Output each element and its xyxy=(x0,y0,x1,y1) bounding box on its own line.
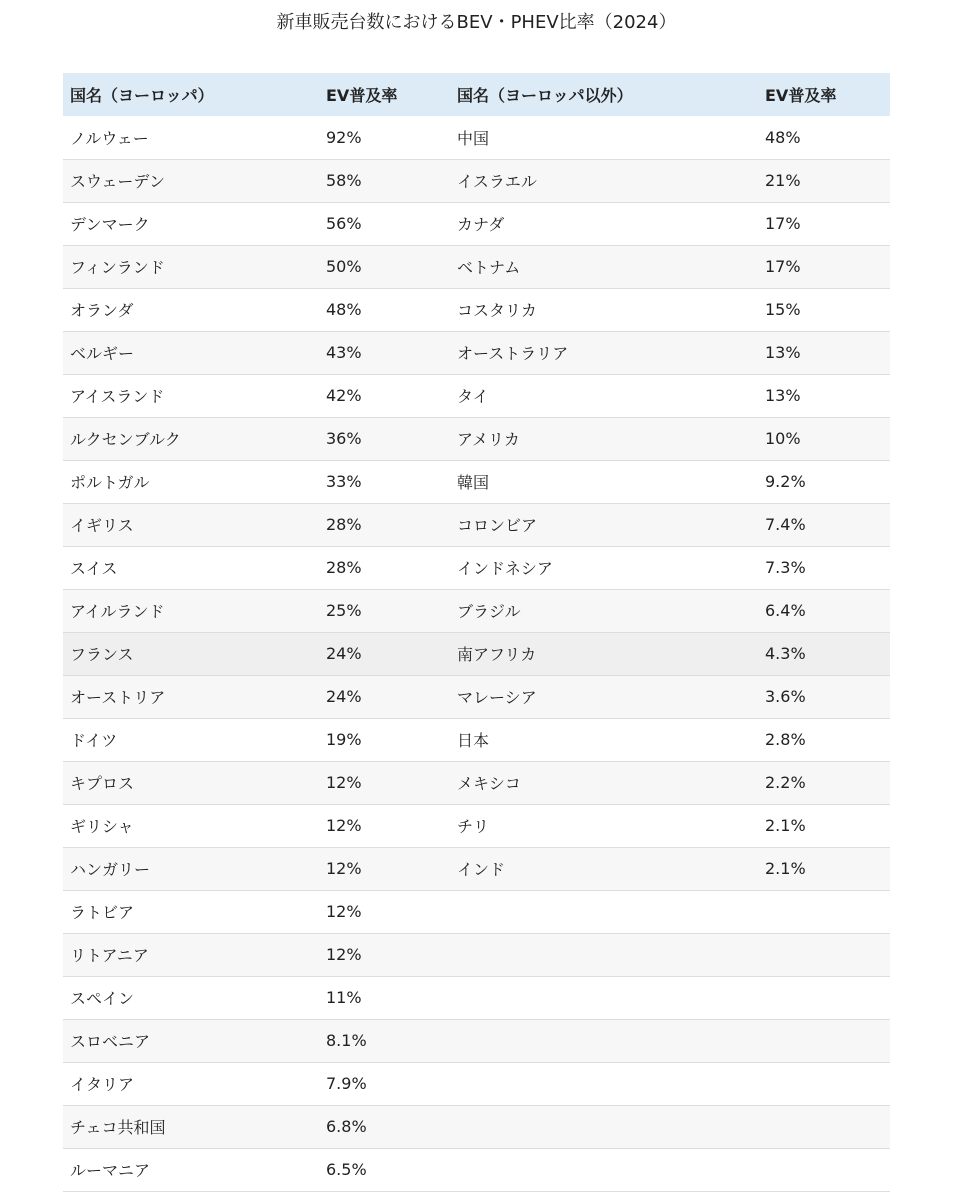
europe-rate-cell: 6.5% xyxy=(326,1160,367,1179)
other-country-cell: イスラエル xyxy=(457,172,537,191)
table-row xyxy=(63,460,890,503)
europe-country-cell: オーストリア xyxy=(70,688,166,707)
table-row xyxy=(63,116,890,159)
other-country-cell: マレーシア xyxy=(457,688,537,707)
table-row xyxy=(63,761,890,804)
other-country-cell: チリ xyxy=(457,817,490,836)
europe-rate-cell: 56% xyxy=(326,214,362,233)
europe-country-cell: スペイン xyxy=(70,989,135,1008)
table-row xyxy=(63,1148,890,1191)
other-rate-cell: 2.2% xyxy=(765,773,806,792)
table-row xyxy=(63,417,890,460)
europe-rate-cell: 33% xyxy=(326,472,362,491)
other-country-cell: 韓国 xyxy=(457,473,490,492)
europe-rate-cell: 6.8% xyxy=(326,1117,367,1136)
europe-country-cell: スロベニア xyxy=(70,1032,151,1051)
europe-country-cell: スウェーデン xyxy=(70,172,166,191)
other-rate-cell: 4.3% xyxy=(765,644,806,663)
europe-country-cell: ラトビア xyxy=(70,903,135,922)
europe-country-cell: リトアニア xyxy=(70,946,149,965)
table-row xyxy=(63,589,890,632)
table-row xyxy=(63,202,890,245)
header-other-rate: EV普及率 xyxy=(765,86,837,105)
table-row xyxy=(63,503,890,546)
header-other-country: 国名（ヨーロッパ以外） xyxy=(457,86,633,105)
table-row xyxy=(63,1062,890,1105)
europe-rate-cell: 28% xyxy=(326,558,362,577)
table-row xyxy=(63,632,890,675)
other-country-cell: ベトナム xyxy=(457,258,521,277)
table-row xyxy=(63,374,890,417)
europe-country-cell: ポルトガル xyxy=(70,473,150,492)
table-row xyxy=(63,847,890,890)
other-country-cell xyxy=(450,1105,758,1148)
other-country-cell: オーストラリア xyxy=(457,344,569,363)
header-europe-rate: EV普及率 xyxy=(326,86,398,105)
other-country-cell: インドネシア xyxy=(457,559,553,578)
europe-country-cell: ルクセンブルク xyxy=(70,430,181,449)
other-rate-cell: 13% xyxy=(765,343,801,362)
other-rate-cell: 10% xyxy=(765,429,801,448)
other-rate-cell xyxy=(758,1105,890,1148)
europe-country-cell: アイルランド xyxy=(70,602,165,621)
other-rate-cell: 17% xyxy=(765,257,801,276)
other-country-cell: タイ xyxy=(457,387,489,406)
other-country-cell xyxy=(450,1062,758,1105)
europe-country-cell: スイス xyxy=(70,559,118,578)
table-row xyxy=(63,1019,890,1062)
table-header-row xyxy=(63,73,890,116)
other-country-cell: コスタリカ xyxy=(457,301,537,320)
europe-rate-cell: 36% xyxy=(326,429,362,448)
other-rate-cell xyxy=(758,1148,890,1191)
table-row xyxy=(63,675,890,718)
europe-rate-cell: 42% xyxy=(326,386,362,405)
other-country-cell: 中国 xyxy=(457,128,490,148)
europe-country-cell: アイスランド xyxy=(70,387,165,406)
europe-country-cell: ハンガリー xyxy=(70,860,151,879)
other-rate-cell: 15% xyxy=(765,300,801,319)
other-rate-cell: 48% xyxy=(765,127,801,147)
table-row xyxy=(63,890,890,933)
table-row xyxy=(63,804,890,847)
table-row xyxy=(63,1105,890,1148)
page-title: 新車販売台数におけるBEV・PHEV比率（2024） xyxy=(276,12,677,33)
europe-rate-cell: 12% xyxy=(326,859,362,878)
other-rate-cell: 17% xyxy=(765,214,801,233)
other-rate-cell xyxy=(758,976,890,1019)
table-row xyxy=(63,718,890,761)
other-country-cell xyxy=(450,890,758,933)
europe-rate-cell: 92% xyxy=(326,127,362,147)
europe-country-cell: ドイツ xyxy=(70,731,118,750)
europe-rate-cell: 12% xyxy=(326,816,362,835)
other-country-cell: コロンビア xyxy=(457,516,538,535)
other-country-cell: 日本 xyxy=(457,731,490,750)
other-country-cell: カナダ xyxy=(457,215,505,234)
other-country-cell xyxy=(450,1019,758,1062)
europe-country-cell: オランダ xyxy=(70,301,134,320)
other-rate-cell: 2.8% xyxy=(765,730,806,749)
europe-rate-cell: 24% xyxy=(326,644,362,663)
other-country-cell: ブラジル xyxy=(457,602,521,621)
ev-share-table xyxy=(63,73,890,1192)
europe-country-cell: ノルウェー xyxy=(70,128,149,148)
table-row xyxy=(63,933,890,976)
europe-country-cell: フランス xyxy=(70,645,134,664)
other-rate-cell: 6.4% xyxy=(765,601,806,620)
other-rate-cell: 2.1% xyxy=(765,816,806,835)
europe-country-cell: キプロス xyxy=(70,774,135,793)
europe-rate-cell: 7.9% xyxy=(326,1074,367,1093)
other-rate-cell: 13% xyxy=(765,386,801,405)
europe-rate-cell: 28% xyxy=(326,515,362,534)
europe-rate-cell: 25% xyxy=(326,601,362,620)
other-rate-cell: 7.4% xyxy=(765,515,806,534)
other-country-cell: インド xyxy=(457,860,506,879)
other-country-cell xyxy=(450,976,758,1019)
europe-rate-cell: 50% xyxy=(326,257,362,276)
europe-rate-cell: 11% xyxy=(326,988,362,1007)
europe-rate-cell: 43% xyxy=(326,343,362,362)
europe-rate-cell: 19% xyxy=(326,730,362,749)
europe-rate-cell: 58% xyxy=(326,171,362,190)
header-europe-country: 国名（ヨーロッパ） xyxy=(70,86,214,105)
other-rate-cell: 7.3% xyxy=(765,558,806,577)
other-rate-cell xyxy=(758,890,890,933)
europe-rate-cell: 12% xyxy=(326,902,362,921)
table-row xyxy=(63,546,890,589)
table-row xyxy=(63,288,890,331)
table-row xyxy=(63,159,890,202)
other-country-cell: 南アフリカ xyxy=(457,645,537,664)
other-rate-cell xyxy=(758,933,890,976)
europe-country-cell: チェコ共和国 xyxy=(70,1118,166,1137)
table-row xyxy=(63,976,890,1019)
europe-country-cell: ギリシャ xyxy=(70,817,134,836)
europe-country-cell: ベルギー xyxy=(70,344,135,363)
europe-country-cell: フィンランド xyxy=(70,258,165,277)
table-row xyxy=(63,245,890,288)
other-rate-cell: 2.1% xyxy=(765,859,806,878)
other-rate-cell: 3.6% xyxy=(765,687,806,706)
europe-country-cell: デンマーク xyxy=(70,215,150,234)
europe-country-cell: ルーマニア xyxy=(70,1161,151,1180)
other-rate-cell: 9.2% xyxy=(765,472,806,491)
europe-country-cell: イタリア xyxy=(70,1075,135,1094)
other-rate-cell xyxy=(758,1019,890,1062)
europe-rate-cell: 24% xyxy=(326,687,362,706)
europe-rate-cell: 48% xyxy=(326,300,362,319)
other-country-cell: メキシコ xyxy=(457,774,521,793)
europe-rate-cell: 12% xyxy=(326,945,362,964)
table-row xyxy=(63,331,890,374)
other-country-cell xyxy=(450,1148,758,1191)
europe-rate-cell: 12% xyxy=(326,773,362,792)
other-rate-cell xyxy=(758,1062,890,1105)
europe-country-cell: イギリス xyxy=(70,516,134,535)
other-country-cell: アメリカ xyxy=(457,430,520,449)
europe-rate-cell: 8.1% xyxy=(326,1031,367,1050)
other-country-cell xyxy=(450,933,758,976)
other-rate-cell: 21% xyxy=(765,171,801,190)
